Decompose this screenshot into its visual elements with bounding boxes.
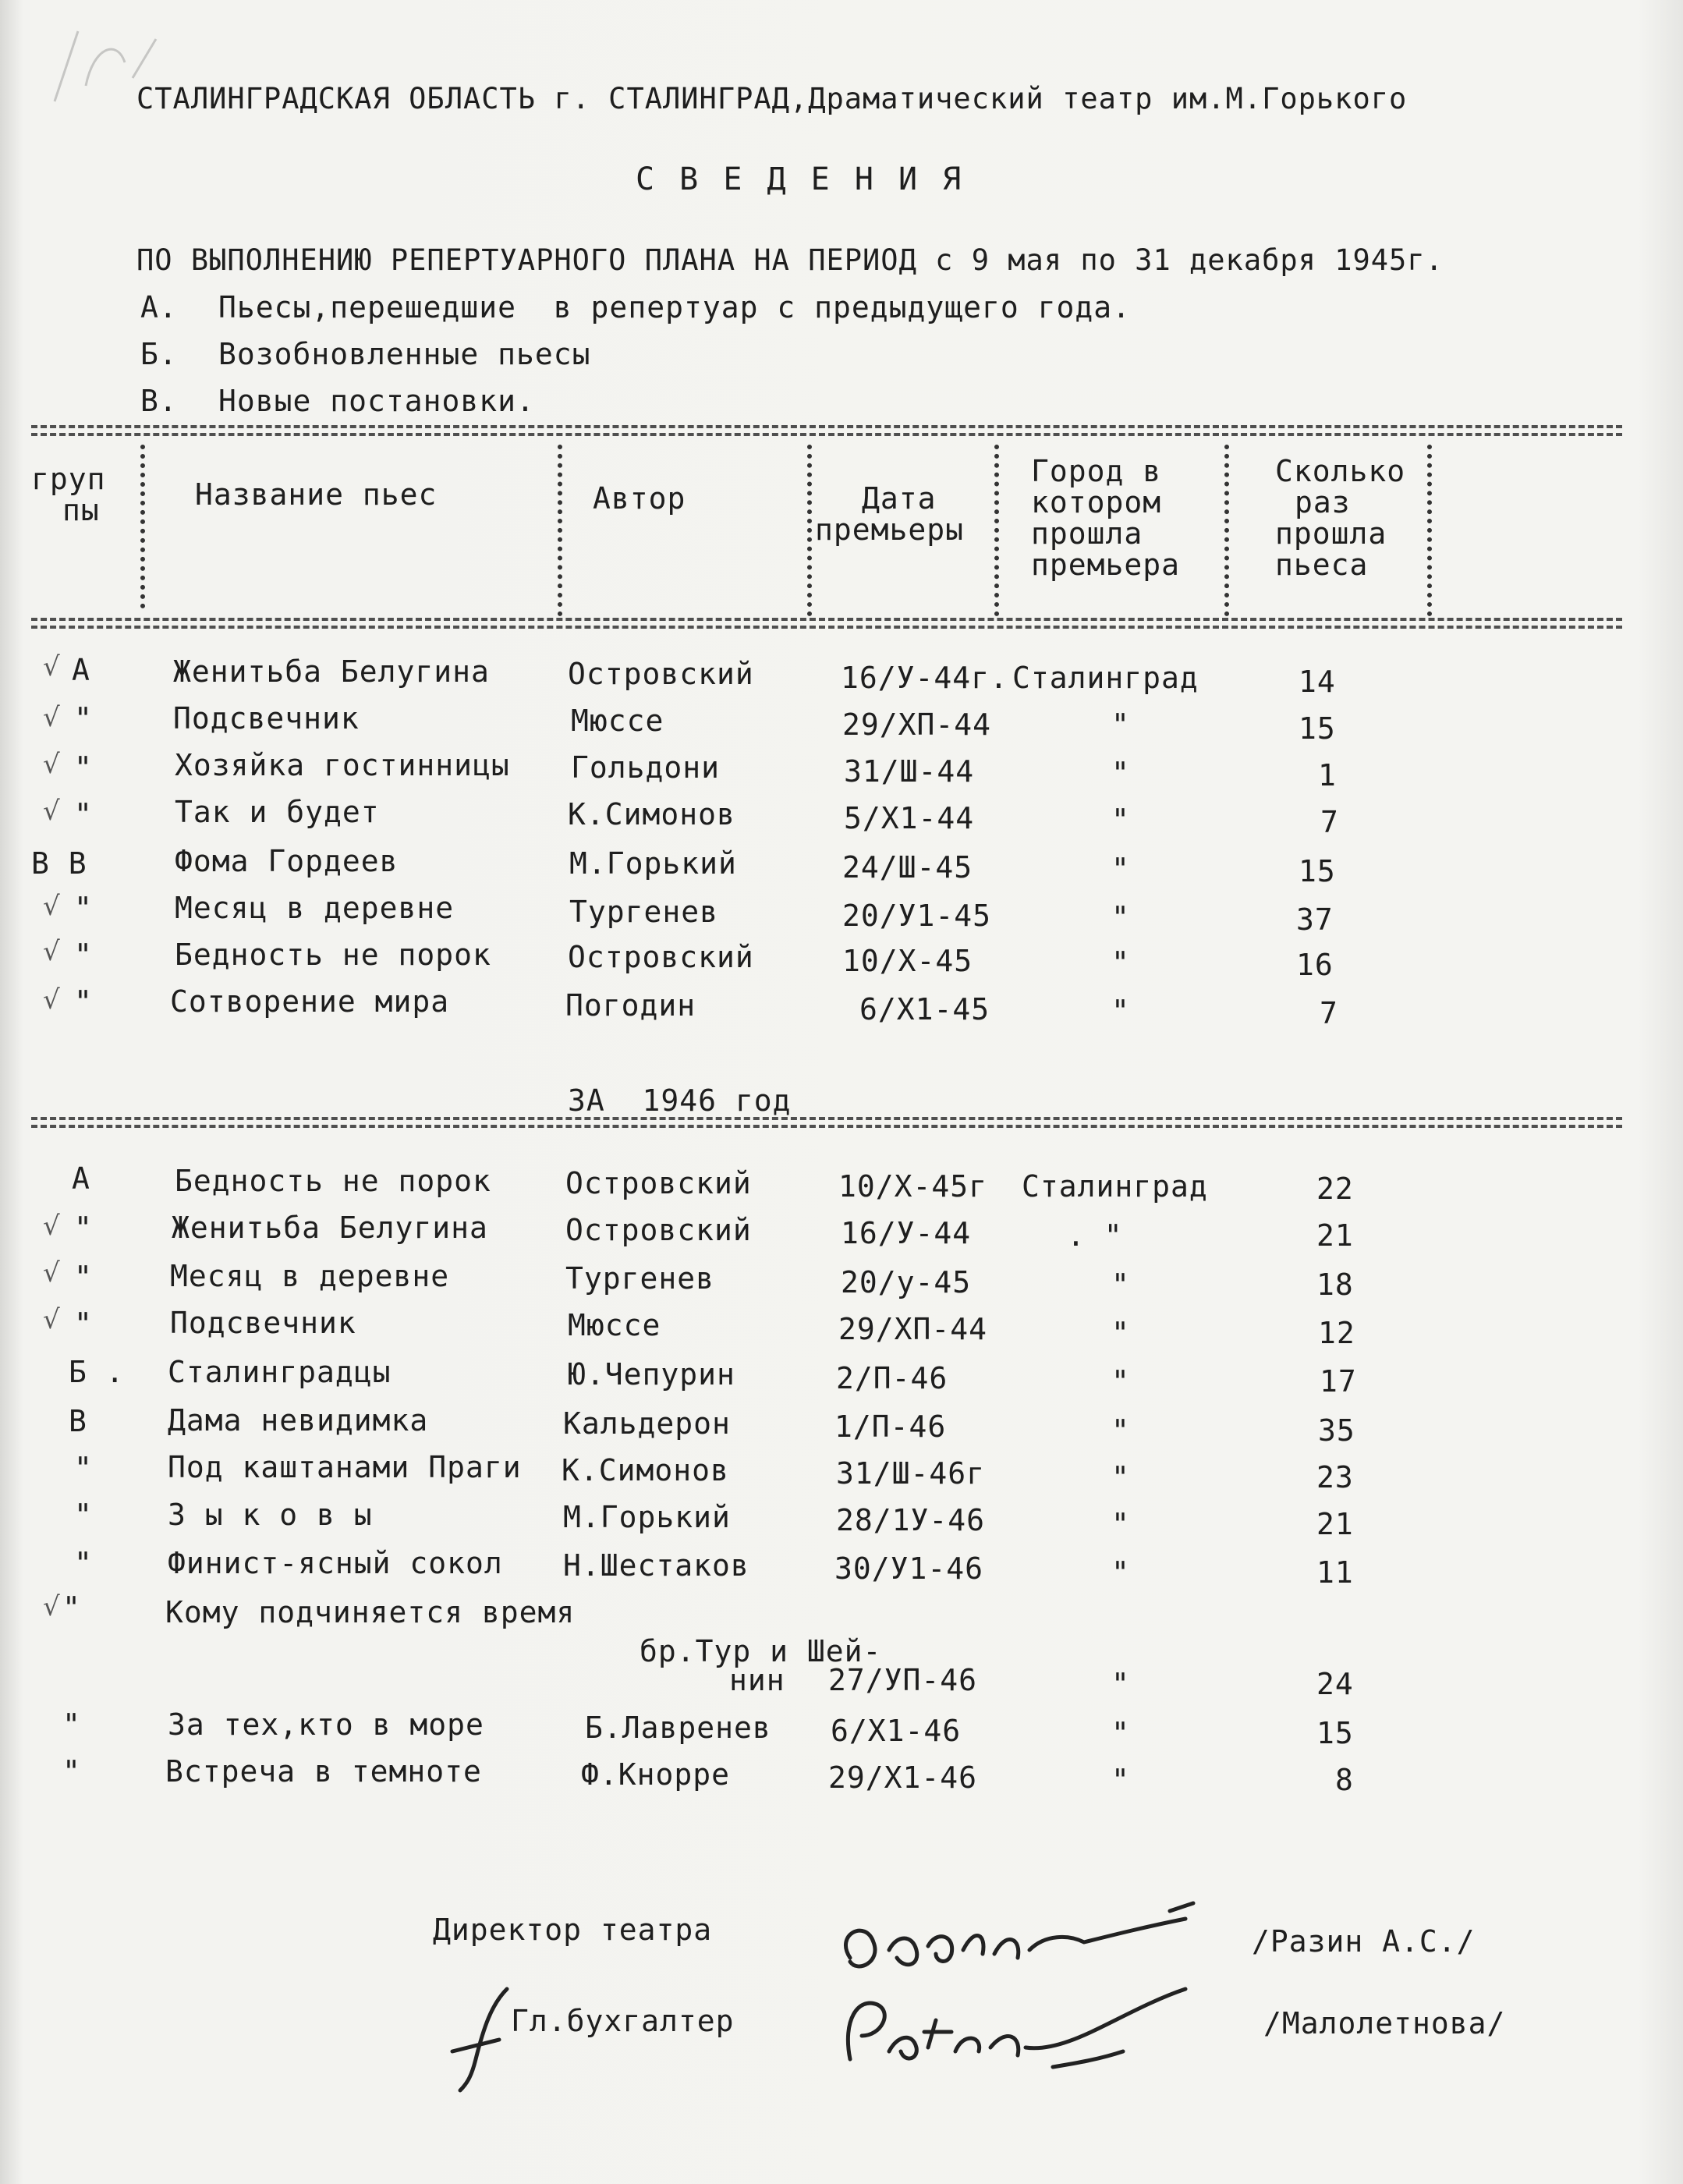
header-group-1: груп	[31, 462, 106, 496]
row-city: Сталинград	[1012, 661, 1199, 695]
row-count: 16	[1296, 948, 1334, 982]
group-a-description: Пьесы,перешедшие в репертуар с предыдущего года.	[218, 290, 1132, 324]
row-group: "	[74, 750, 93, 785]
header-count-4: пьеса	[1275, 548, 1369, 582]
row-count: 35	[1318, 1413, 1355, 1448]
row-count: 14	[1299, 665, 1336, 699]
row-city: "	[1111, 756, 1130, 790]
group-b-letter: Б.	[140, 337, 178, 371]
row-group: "	[74, 891, 93, 925]
header-count-1: Сколько	[1275, 454, 1406, 488]
row-date: 20/У1-45	[842, 899, 992, 933]
header-count-3: прошла	[1275, 516, 1387, 551]
row-date: 1/П-46	[834, 1409, 947, 1444]
row-author: Н.Шестаков	[563, 1548, 749, 1583]
row-date: 29/Х1-46	[828, 1760, 978, 1795]
row-title: Бедность не порок	[175, 1164, 491, 1198]
row-group: "	[74, 701, 93, 736]
row-date: 16/У-44г.	[841, 661, 1008, 695]
row-title: Женитьба Белугина	[172, 1211, 488, 1245]
row-city: . "	[1067, 1218, 1123, 1253]
row-title: Финист-ясный сокол	[168, 1546, 503, 1580]
row-count: 8	[1335, 1763, 1354, 1797]
row-date: 29/ХП-44	[842, 707, 992, 742]
row-count: 21	[1316, 1507, 1354, 1541]
row-date: 20/у-45	[841, 1265, 972, 1299]
row-author: К.Симонов	[568, 797, 735, 831]
header-date-2: премьеры	[815, 512, 965, 547]
row-author: Островский	[568, 940, 754, 974]
row-author: Островский	[568, 657, 754, 691]
header-group-2: пы	[62, 493, 100, 527]
group-c-letter: В.	[140, 384, 178, 418]
header-city-2: котором	[1031, 485, 1162, 519]
row-author: Тургенев	[565, 1261, 715, 1296]
margin-pencil-mark-icon	[47, 16, 172, 109]
row-title: Фома Гордеев	[175, 844, 399, 878]
row-group: Б .	[69, 1355, 125, 1389]
row-author: Островский	[565, 1166, 752, 1200]
row-date: 6/Х1-46	[831, 1714, 962, 1748]
row-city: "	[1111, 1555, 1130, 1590]
header-city-1: Город в	[1031, 454, 1162, 488]
row-author: Ф.Кнорре	[581, 1757, 731, 1792]
group-c-description: Новые постановки.	[218, 384, 535, 418]
row-count: 7	[1320, 805, 1339, 839]
row-group: "	[62, 1590, 81, 1625]
row-title: Кому подчиняется время	[165, 1595, 576, 1629]
row-group: "	[74, 1498, 93, 1532]
director-name: /Разин А.С./	[1252, 1924, 1476, 1959]
row-count: 17	[1320, 1364, 1357, 1399]
row-group: "	[74, 797, 93, 831]
row-title: Встреча в темноте	[165, 1754, 482, 1789]
row-date: 29/ХП-44	[838, 1312, 988, 1346]
director-label: Директор театра	[433, 1913, 713, 1947]
row-date: 10/Х-45г	[838, 1169, 988, 1204]
header-title: Название пьес	[195, 477, 438, 512]
row-author: М.Горький	[563, 1500, 731, 1534]
row-title: Сталинградцы	[168, 1355, 392, 1389]
column-divider	[558, 445, 562, 616]
row-author: бр.Тур и Шей-	[640, 1634, 882, 1668]
row-city: "	[1111, 900, 1130, 934]
row-title: Бедность не порок	[175, 938, 491, 972]
org-line: СТАЛИНГРАДСКАЯ ОБЛАСТЬ г. СТАЛИНГРАД,Драматический театр им.М.Горького	[136, 82, 1408, 115]
header-city-3: прошла	[1031, 516, 1143, 551]
row-title: Месяц в деревне	[175, 891, 455, 925]
row-title: Под каштанами Праги	[168, 1450, 522, 1484]
column-divider	[1427, 445, 1432, 616]
row-city: "	[1111, 1716, 1130, 1750]
row-group: В В	[31, 846, 87, 881]
row-date: 30/У1-46	[834, 1551, 984, 1586]
row-count: 11	[1316, 1555, 1354, 1590]
table-header-rule	[31, 618, 1622, 629]
header-date-1: Дата	[862, 481, 937, 516]
row-title: Подсвечник	[170, 1306, 356, 1340]
row-city: "	[1111, 707, 1130, 742]
row-author: Островский	[565, 1213, 752, 1247]
row-author: М.Горький	[569, 846, 737, 881]
row-count: 22	[1316, 1172, 1354, 1206]
row-date: 28/1У-46	[836, 1503, 986, 1537]
row-count: 21	[1316, 1218, 1354, 1253]
row-author: Гольдони	[571, 750, 721, 785]
row-title: Дама невидимка	[168, 1403, 429, 1438]
row-city: "	[1111, 1268, 1130, 1302]
document-title: С В Е Д Е Н И Я	[636, 161, 965, 197]
row-count: 15	[1299, 711, 1336, 746]
row-group: А	[72, 1161, 90, 1196]
row-city: "	[1111, 852, 1130, 886]
row-city: "	[1111, 1413, 1130, 1448]
row-author: Тургенев	[569, 895, 719, 929]
row-author: Ю.Чепурин	[568, 1357, 735, 1392]
row-city: "	[1111, 803, 1130, 837]
row-title: Подсвечник	[173, 701, 360, 736]
row-date: 2/П-46	[836, 1361, 948, 1395]
row-author: Кальдерон	[563, 1406, 731, 1441]
row-count: 23	[1316, 1460, 1354, 1494]
row-group: "	[62, 1707, 81, 1742]
row-group: "	[74, 938, 93, 972]
row-city: "	[1111, 1316, 1130, 1350]
group-b-description: Возобновленные пьесы	[218, 337, 591, 371]
row-author: Погодин	[565, 988, 696, 1023]
row-date: 24/Ш-45	[842, 850, 973, 885]
row-city: "	[1111, 1507, 1130, 1541]
row-group: "	[74, 1211, 93, 1245]
section-1946-heading: ЗА 1946 год	[568, 1083, 792, 1118]
row-count: 37	[1296, 902, 1334, 937]
row-date: 27/УП-46	[828, 1663, 978, 1697]
row-city: "	[1111, 1667, 1130, 1701]
row-group: А	[72, 653, 90, 687]
row-author: К.Симонов	[562, 1453, 729, 1487]
accountant-name: /Малолетнова/	[1263, 2006, 1506, 2040]
row-date: 31/Ш-46г	[836, 1456, 986, 1491]
row-group: "	[74, 984, 93, 1019]
row-city: "	[1111, 994, 1130, 1028]
row-count: 24	[1316, 1667, 1354, 1701]
row-count: 7	[1320, 996, 1338, 1030]
column-divider	[807, 445, 812, 616]
column-divider	[994, 445, 999, 616]
row-date: 6/Х1-45	[859, 992, 990, 1026]
row-author: Мюссе	[568, 1308, 661, 1342]
row-count: 1	[1318, 758, 1337, 792]
row-count: 15	[1316, 1716, 1354, 1750]
row-group: "	[74, 1306, 93, 1341]
row-title: Женитьба Белугина	[173, 654, 490, 689]
row-count: 15	[1299, 854, 1336, 888]
row-date: 16/У-44	[841, 1216, 972, 1250]
group-a-letter: А.	[140, 290, 178, 324]
document-subtitle: ПО ВЫПОЛНЕНИЮ РЕПЕРТУАРНОГО ПЛАНА НА ПЕРИОД с 9 мая по 31 декабря 1945г.	[136, 243, 1444, 277]
header-city-4: премьера	[1031, 548, 1181, 582]
row-city: "	[1111, 945, 1130, 980]
row-city: Сталинград	[1022, 1169, 1208, 1204]
section-rule	[31, 1117, 1622, 1128]
row-city: "	[1111, 1364, 1130, 1399]
row-group: В	[69, 1404, 87, 1438]
row-group: "	[74, 1546, 93, 1580]
accountant-label: Гл.бухгалтер	[511, 2004, 735, 2038]
header-author: Автор	[593, 481, 686, 516]
row-city: "	[1111, 1460, 1130, 1494]
row-date: 31/Ш-44	[844, 754, 975, 789]
column-divider	[140, 445, 145, 608]
row-group: "	[74, 1260, 93, 1294]
row-count: 12	[1318, 1316, 1355, 1350]
row-author: Мюссе	[571, 704, 664, 738]
row-author: нин	[729, 1663, 785, 1697]
row-count: 18	[1316, 1268, 1354, 1302]
row-title: Сотворение мира	[170, 984, 450, 1019]
initial-mark-icon	[437, 1973, 530, 2098]
row-title: З ы к о в ы	[168, 1498, 373, 1532]
row-group: "	[74, 1451, 93, 1485]
header-count-2: раз	[1295, 485, 1351, 519]
row-author: Б.Лавренев	[585, 1711, 771, 1745]
row-title: Хозяйка гостинницы	[175, 748, 510, 782]
table-top-rule	[31, 425, 1622, 436]
column-divider	[1224, 445, 1229, 616]
row-city: "	[1111, 1763, 1130, 1797]
row-date: 5/Х1-44	[844, 801, 975, 835]
accountant-signature-icon	[819, 1973, 1224, 2106]
row-date: 10/Х-45	[842, 944, 973, 978]
row-title: Месяц в деревне	[170, 1259, 450, 1293]
row-group: "	[62, 1754, 81, 1789]
row-title: За тех,кто в море	[168, 1707, 484, 1742]
row-title: Так и будет	[175, 795, 380, 829]
